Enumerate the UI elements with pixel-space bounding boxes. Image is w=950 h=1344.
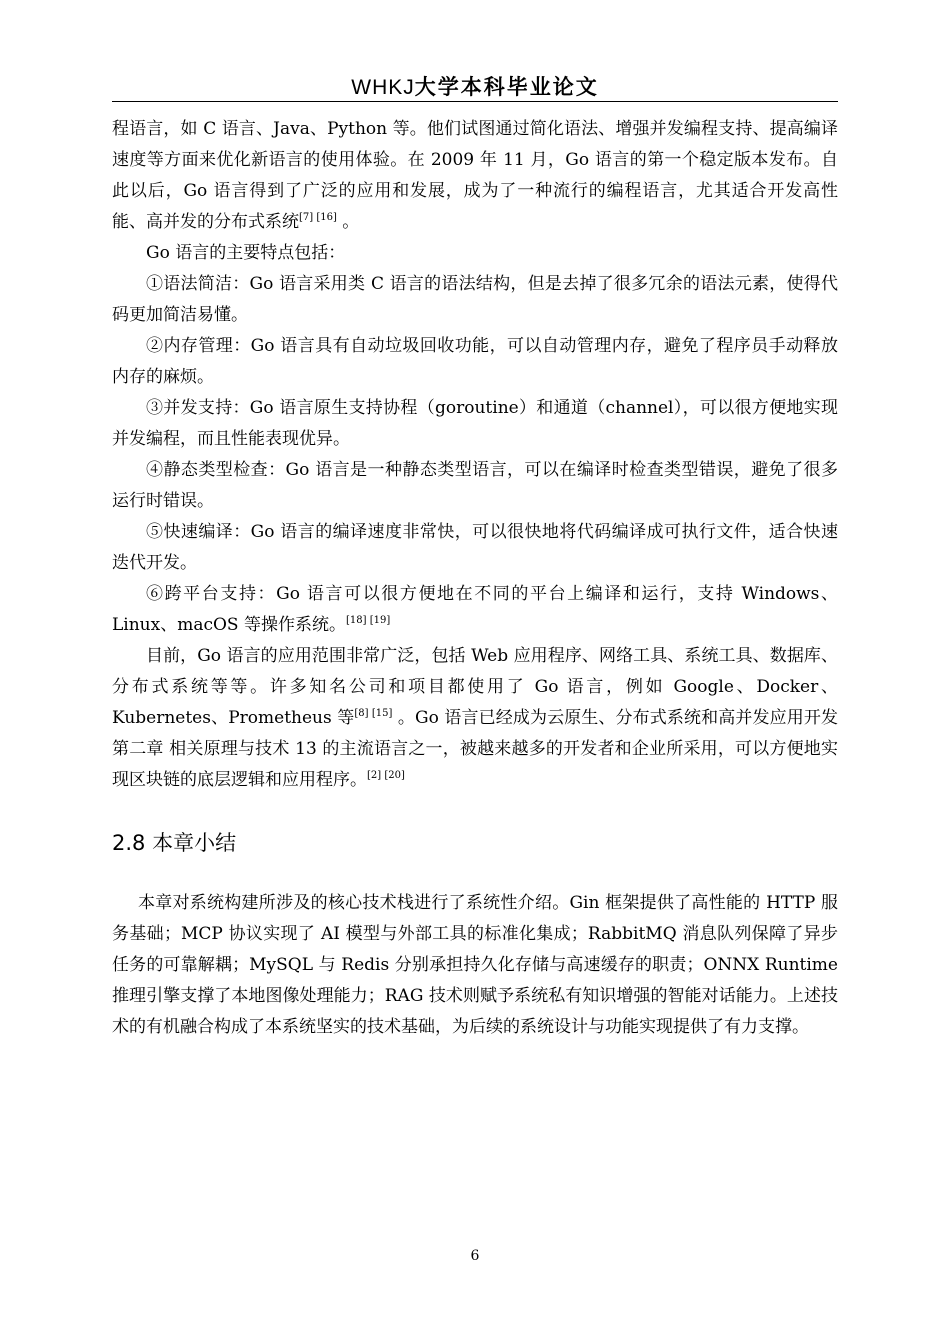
header-prefix: WHKJ xyxy=(351,76,415,99)
citation: [8] [15] xyxy=(354,708,393,719)
page-number: 6 xyxy=(470,1248,480,1264)
list-item-concurrency: ③并发支持：Go 语言原生支持协程（goroutine）和通道（channel），可以很方便地实现并发编程，而且性能表现优异。 xyxy=(112,398,838,449)
citation: [7] [16] xyxy=(299,212,337,223)
list-item-static-typing: ④静态类型检查：Go 语言是一种静态类型语言，可以在编译时检查类型错误，避免了很多运行时错误。 xyxy=(112,460,838,511)
body-text xyxy=(112,114,838,796)
citation: [18] [19] xyxy=(345,615,391,626)
running-header xyxy=(112,72,838,103)
section-summary xyxy=(112,888,838,1043)
list-item-cross-platform: ⑥跨平台支持：Go 语言可以很方便地在不同的平台上编译和运行，支持 Windows、Linux、macOS 等操作系统。[18] [19] xyxy=(112,584,838,635)
list-item-syntax: ①语法简洁：Go 语言采用类 C 语言的语法结构，但是去掉了很多冗余的语法元素，使得代码更加简洁易懂。 xyxy=(112,274,838,325)
header-rule xyxy=(112,101,838,102)
list-item-fast-compile: ⑤快速编译：Go 语言的编译速度非常快，可以很快地将代码编译成可执行文件，适合快速迭代开发。 xyxy=(112,522,838,573)
paragraph-continuation: 程语言，如 C 语言、Java、Python 等。他们试图通过简化语法、增强并发编程支持、提高编译速度等方面来优化新语言的使用体验。在 2009 年 11 月，Go 语言的第一个稳定版本发布。自此以后，Go 语言得到了广泛的应用和发展，成为了一种流行的编程语言，尤其适合开发高性能、高并发的分布式系统[7] [16] 。 xyxy=(112,119,838,232)
citation: [2] [20] xyxy=(367,770,405,781)
section-heading: 2.8 本章小结 xyxy=(112,831,237,855)
list-item-memory: ②内存管理：Go 语言具有自动垃圾回收功能，可以自动管理内存，避免了程序员手动释放内存的麻烦。 xyxy=(112,336,838,387)
header-title: 大学本科毕业论文 xyxy=(414,75,599,99)
paragraph-intro: Go 语言的主要特点包括： xyxy=(146,243,346,263)
paragraph-applications: 目前，Go 语言的应用范围非常广泛，包括 Web 应用程序、网络工具、系统工具、数据库、分布式系统等等。许多知名公司和项目都使用了 Go 语言，例如 Google、Docker、Kubernetes、Prometheus 等[8] [15] 。Go 语言已经成为云原生、分布式系统和高并发应用开发第二章 相关原理与技术 13 的主流语言之一，被越来越多的开发者和企业所采用，可以方便地实现区块链的底层逻辑和应用程序。[2] [20] xyxy=(112,646,839,790)
summary-paragraph: 本章对系统构建所涉及的核心技术栈进行了系统性介绍。Gin 框架提供了高性能的 HTTP 服务基础；MCP 协议实现了 AI 模型与外部工具的标准化集成；RabbitMQ 消息队列保障了异步任务的可靠解耦；MySQL 与 Redis 分别承担持久化存储与高速缓存的职责；ONNX Runtime 推理引擎支撑了本地图像处理能力；RAG 技术则赋予系统私有知识增强的智能对话能力。上述技术的有机融合构成了本系统坚实的技术基础，为后续的系统设计与功能实现提供了有力支撑。 xyxy=(112,893,838,1037)
